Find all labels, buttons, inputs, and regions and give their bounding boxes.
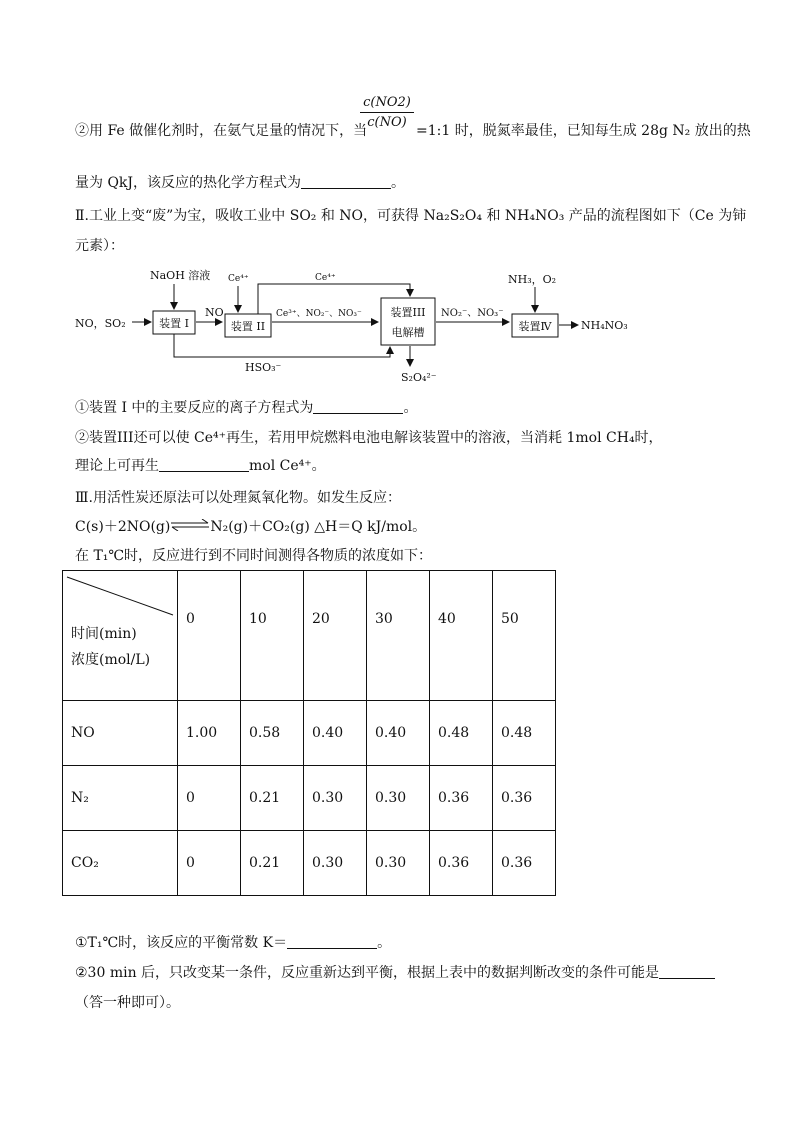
question-text: ①装置 I 中的主要反应的离子方程式为	[75, 400, 314, 416]
table-cell: 0.40	[367, 701, 430, 766]
time-header: 50	[493, 571, 556, 701]
question-iii-2-line-2: （答一种即可）。	[75, 995, 180, 1011]
species-name: N₂	[63, 766, 178, 831]
section-2-line-2: 元素）：	[75, 238, 124, 254]
table-cell: 0.40	[304, 701, 367, 766]
device-3-label-line-1: 装置III	[390, 306, 426, 319]
period: 。	[391, 175, 406, 191]
question-ii-2-line-1: ②装置III还可以使 Ce⁴⁺再生，若用甲烷燃料电池电解该装置中的溶液，当消耗 1mol CH₄时，	[75, 430, 663, 446]
device-4-label: 装置Ⅳ	[518, 320, 552, 333]
reaction-equation	[75, 516, 426, 536]
question-ii-1	[75, 397, 417, 417]
time-header: 0	[178, 571, 241, 701]
hso3-label: HSO₃⁻	[245, 361, 282, 374]
time-header: 40	[430, 571, 493, 701]
table-cell: 0.36	[430, 831, 493, 896]
device-1-label: 装置 I	[159, 317, 189, 330]
table-cell: 0.21	[241, 766, 304, 831]
table-header-row	[63, 571, 556, 701]
answer-blank	[301, 174, 391, 189]
question-text: 理论上可再生	[75, 458, 159, 474]
species-name: CO₂	[63, 831, 178, 896]
equation-right: N₂(g)＋CO₂(g) △H＝Q kJ/mol。	[210, 519, 427, 535]
question-2-line-1a: ②用 Fe 做催化剂时，在氨气足量的情况下，当	[75, 123, 368, 139]
answer-blank	[659, 964, 715, 979]
s2o4-label: S₂O₄²⁻	[401, 371, 437, 384]
table-cell: 0	[178, 831, 241, 896]
table-cell: 0.30	[367, 831, 430, 896]
table-cell: 0.48	[430, 701, 493, 766]
flow-input-label: NO，SO₂	[75, 317, 126, 330]
ce4-return-label: Ce⁴⁺	[315, 273, 336, 283]
concentration-axis-label: 浓度(mol/L)	[71, 652, 151, 668]
unit-text: mol Ce⁴⁺。	[249, 458, 326, 474]
table-cell: 0.36	[430, 766, 493, 831]
table-cell: 0.58	[241, 701, 304, 766]
answer-blank	[159, 457, 249, 472]
concentration-table	[62, 570, 556, 896]
device-2-label: 装置 II	[230, 320, 266, 333]
answer-blank	[313, 399, 403, 414]
time-header: 10	[241, 571, 304, 701]
fraction-bar	[360, 112, 414, 113]
equilibrium-arrow-icon	[170, 519, 210, 531]
reagent-nh3-o2-label: NH₃，O₂	[508, 273, 557, 286]
device-2-output-label: Ce³⁺、NO₂⁻、NO₃⁻	[276, 309, 362, 319]
fraction-denominator: c(NO)	[367, 115, 407, 130]
table-cell: 0.36	[493, 766, 556, 831]
no-stream-label: NO	[205, 306, 224, 319]
table-cell: 0.36	[493, 831, 556, 896]
section-3-line-1: Ⅲ.用活性炭还原法可以处理氮氧化物。如发生反应：	[75, 490, 401, 506]
product-label: NH₄NO₃	[581, 319, 628, 332]
table-cell: 0.30	[367, 766, 430, 831]
table-cell: 0.30	[304, 766, 367, 831]
question-2-line-1b: =1:1 时，脱氮率最佳，已知每生成 28g N₂ 放出的热	[416, 123, 751, 139]
reagent-naoh-label: NaOH 溶液	[150, 269, 211, 282]
question-ii-2-line-2	[75, 455, 326, 475]
device-3-label-line-2: 电解槽	[391, 326, 425, 339]
question-2-text: 量为 QkJ，该反应的热化学方程式为	[75, 175, 302, 191]
table-cell: 0.30	[304, 831, 367, 896]
section-3-line-3: 在 T₁℃时，反应进行到不同时间测得各物质的浓度如下：	[75, 548, 433, 564]
question-iii-1	[75, 932, 391, 952]
equation-left: C(s)＋2NO(g)	[75, 519, 171, 535]
time-axis-label: 时间(min)	[71, 626, 137, 642]
table-cell: 0.48	[493, 701, 556, 766]
table-cell: 0	[178, 766, 241, 831]
period: 。	[377, 935, 392, 951]
table-row	[63, 701, 556, 766]
concentration-ratio-fraction	[360, 95, 414, 130]
fraction-numerator: c(NO2)	[363, 95, 411, 110]
time-header: 30	[367, 571, 430, 701]
period: 。	[403, 400, 418, 416]
time-header: 20	[304, 571, 367, 701]
table-cell: 0.21	[241, 831, 304, 896]
answer-blank	[287, 934, 377, 949]
question-iii-2-line-1	[75, 962, 715, 982]
question-text: ②30 min 后，只改变某一条件，反应重新达到平衡，根据上表中的数据判断改变的条件可能是	[75, 965, 660, 981]
ce4-input-label: Ce⁴⁺	[228, 274, 249, 284]
question-2-line-2	[75, 172, 405, 192]
section-2-line-1: Ⅱ.工业上变“废”为宝，吸收工业中 SO₂ 和 NO，可获得 Na₂S₂O₄ 和 NH₄NO₃ 产品的流程图如下（Ce 为铈	[75, 208, 747, 224]
table-row	[63, 766, 556, 831]
table-row	[63, 831, 556, 896]
question-text: ①T₁℃时，该反应的平衡常数 K＝	[75, 935, 288, 951]
table-cell: 1.00	[178, 701, 241, 766]
process-flowchart	[0, 262, 800, 387]
table-corner-cell	[63, 571, 178, 701]
device-3-output-label: NO₂⁻、NO₃⁻	[441, 308, 504, 319]
species-name: NO	[63, 701, 178, 766]
